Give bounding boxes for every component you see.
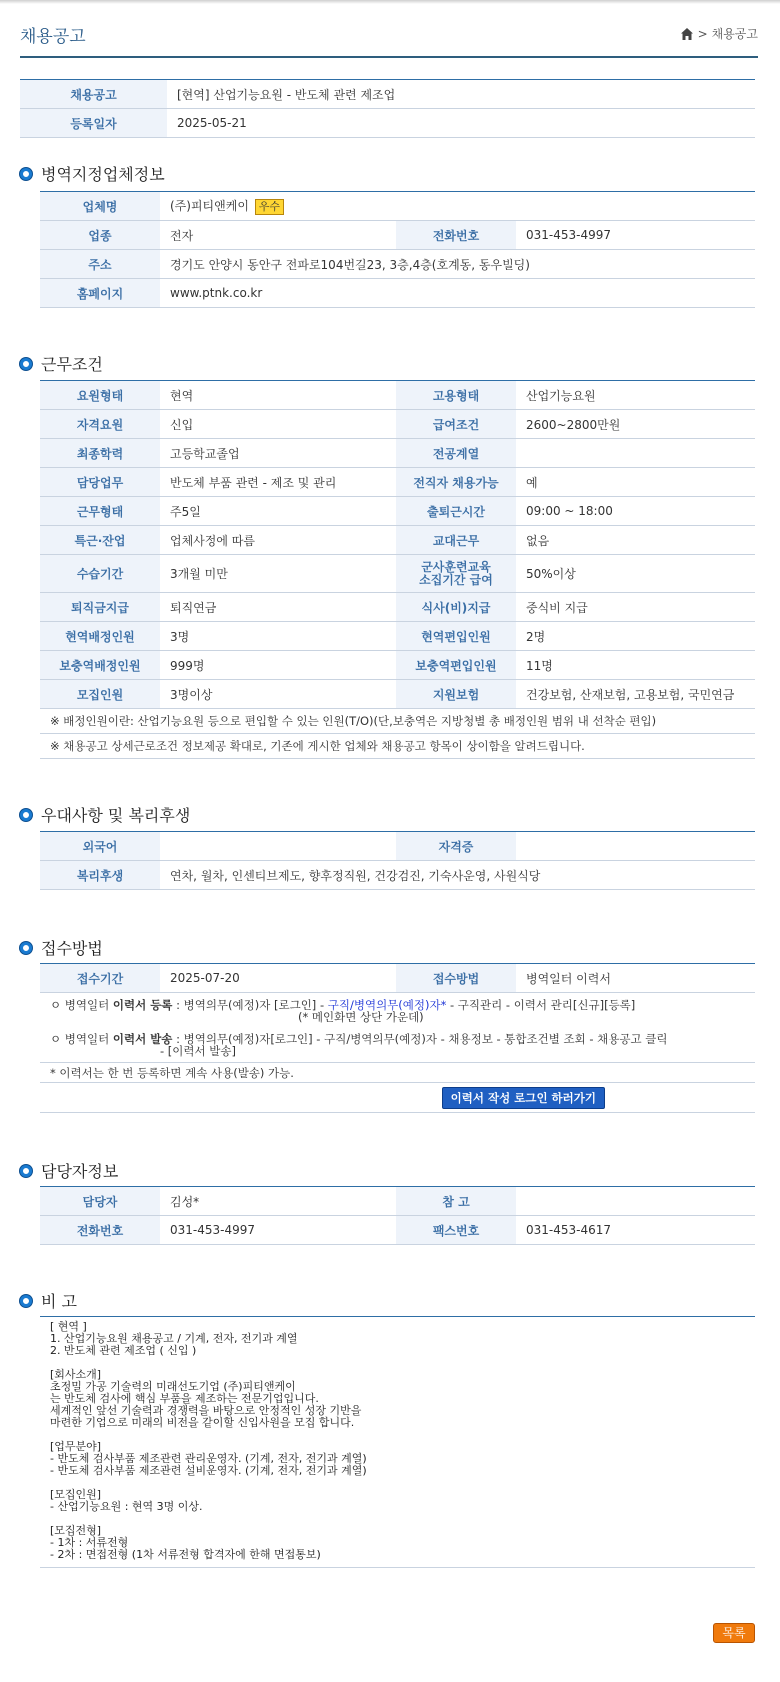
table-row — [40, 1216, 755, 1245]
section-bullet-icon — [20, 1165, 32, 1177]
work-label: 요원형태 — [40, 381, 160, 410]
section-title-apply — [20, 936, 103, 959]
benefits-table — [40, 831, 755, 890]
company-name: (주)피티앤케이 — [170, 199, 249, 213]
table-row — [40, 555, 755, 593]
section-bullet-icon — [20, 1295, 32, 1307]
certificate-value — [516, 832, 755, 861]
work-label: 근무형태 — [40, 497, 160, 526]
apply-steps — [40, 993, 755, 1063]
fax-value: 031-453-4617 — [516, 1216, 755, 1245]
work-label: 최종학력 — [40, 439, 160, 468]
work-value: 3명 — [160, 622, 396, 651]
table-row — [40, 680, 755, 709]
work-label: 현역배정인원 — [40, 622, 160, 651]
table-row — [40, 832, 755, 861]
table-row — [40, 1083, 755, 1113]
work-value — [516, 439, 755, 468]
table-row — [40, 279, 755, 308]
work-value: 50%이상 — [516, 555, 755, 593]
table-row — [40, 651, 755, 680]
company-table — [40, 191, 755, 308]
work-label: 군사훈련교육 소집기간 급여 — [396, 555, 516, 593]
work-value: 11명 — [516, 651, 755, 680]
work-value: 반도체 부품 관련 - 제조 및 관리 — [160, 468, 396, 497]
section-title-remarks — [20, 1289, 77, 1312]
table-row — [20, 109, 755, 138]
work-value: 중식비 지급 — [516, 593, 755, 622]
table-row — [40, 622, 755, 651]
work-label: 교대근무 — [396, 526, 516, 555]
work-value: 없음 — [516, 526, 755, 555]
reference-value — [516, 1187, 755, 1216]
work-value: 주5일 — [160, 497, 396, 526]
work-label: 퇴직금지급 — [40, 593, 160, 622]
method-label: 접수방법 — [396, 964, 516, 993]
work-table — [40, 380, 755, 759]
section-title-text: 병역지정업체정보 — [41, 165, 165, 184]
table-row — [40, 861, 755, 890]
section-title-work — [20, 352, 103, 375]
section-bullet-icon — [20, 358, 32, 370]
work-label: 식사(비)지급 — [396, 593, 516, 622]
table-row — [40, 221, 755, 250]
resume-login-button[interactable]: 이력서 작성 로그인 하러가기 — [442, 1087, 605, 1109]
work-note-1: ※ 배정인원이란: 산업기능요원 등으로 편입할 수 있는 인원(T/O)(단,보충역은 지방청별 총 배정인원 범위 내 선착순 편입) — [40, 709, 755, 734]
table-row — [40, 964, 755, 993]
work-label: 지원보험 — [396, 680, 516, 709]
table-row — [40, 410, 755, 439]
work-value: 3개월 미만 — [160, 555, 396, 593]
industry-value: 전자 — [160, 221, 396, 250]
breadcrumb-separator: > — [697, 26, 708, 41]
work-value: 2600~2800만원 — [516, 410, 755, 439]
company-phone-value: 031-453-4997 — [516, 221, 755, 250]
language-value — [160, 832, 396, 861]
summary-value-date: 2025-05-21 — [167, 109, 755, 138]
table-row — [40, 192, 755, 221]
job-seeker-link[interactable]: 구직/병역의무(예정)자* — [327, 997, 447, 1012]
apply-table — [40, 963, 755, 1113]
page-header — [20, 22, 758, 58]
homepage-label: 홈페이지 — [40, 279, 160, 308]
section-title-text: 근무조건 — [41, 355, 103, 374]
reference-label: 참 고 — [396, 1187, 516, 1216]
work-label: 모집인원 — [40, 680, 160, 709]
work-note-2: ※ 채용공고 상세근로조건 정보제공 확대로, 기존에 게시한 업체와 채용공고 항목이 상이함을 알려드립니다. — [40, 734, 755, 759]
work-label: 자격요원 — [40, 410, 160, 439]
certificate-label: 자격증 — [396, 832, 516, 861]
period-value: 2025-07-20 — [160, 964, 396, 993]
table-row — [40, 734, 755, 759]
step-register-line2: (* 메인화면 상단 가운데) — [298, 1009, 424, 1024]
step-send-line2: - [이력서 발송] — [160, 1043, 236, 1058]
step-send: ㅇ 병역일터 이력서 발송 : 병역의무(예정)자[로그인] - 구직/병역의무(예정)자 - 채용정보 - 통합조건별 조회 - 채용공고 클릭 — [50, 1031, 668, 1046]
top-shadow — [0, 0, 780, 4]
section-bullet-icon — [20, 809, 32, 821]
page-title: 채용공고 — [20, 27, 86, 47]
step-register: ㅇ 병역일터 이력서 등록 : 병역의무(예정)자 [로그인] - 구직/병역의무(예정)자* - 구직관리 - 이력서 관리[신규][등록] — [50, 997, 636, 1012]
summary-label-title: 채용공고 — [20, 80, 167, 109]
table-row — [40, 468, 755, 497]
contact-phone-label: 전화번호 — [40, 1216, 160, 1245]
work-value: 퇴직연금 — [160, 593, 396, 622]
company-name-cell — [160, 192, 755, 221]
work-label: 보충역편입인원 — [396, 651, 516, 680]
work-value: 09:00 ~ 18:00 — [516, 497, 755, 526]
work-label: 보충역배정인원 — [40, 651, 160, 680]
section-bullet-icon — [20, 942, 32, 954]
industry-label: 업종 — [40, 221, 160, 250]
login-button-cell — [40, 1083, 755, 1113]
contact-table — [40, 1186, 755, 1245]
section-title-contact — [20, 1159, 118, 1182]
section-title-text: 비 고 — [41, 1292, 77, 1311]
section-title-company — [20, 162, 165, 185]
language-label: 외국어 — [40, 832, 160, 861]
table-row — [20, 80, 755, 109]
summary-label-date: 등록일자 — [20, 109, 167, 138]
table-row — [40, 709, 755, 734]
work-value: 신입 — [160, 410, 396, 439]
person-value: 김성* — [160, 1187, 396, 1216]
table-row — [40, 497, 755, 526]
contact-phone-value: 031-453-4997 — [160, 1216, 396, 1245]
table-row — [40, 993, 755, 1063]
work-label: 전공계열 — [396, 439, 516, 468]
work-label: 전직자 채용가능 — [396, 468, 516, 497]
work-label: 출퇴근시간 — [396, 497, 516, 526]
summary-value-title: [현역] 산업기능요원 - 반도체 관련 제조업 — [167, 80, 755, 109]
work-label: 급여조건 — [396, 410, 516, 439]
address-value: 경기도 안양시 동안구 전파로104번길23, 3층,4층(호계동, 동우빌딩) — [160, 250, 755, 279]
section-title-text: 담당자정보 — [41, 1162, 119, 1181]
work-value: 산업기능요원 — [516, 381, 755, 410]
work-value: 건강보험, 산재보험, 고용보험, 국민연금 — [516, 680, 755, 709]
address-label: 주소 — [40, 250, 160, 279]
table-row — [40, 593, 755, 622]
person-label: 담당자 — [40, 1187, 160, 1216]
work-label: 고용형태 — [396, 381, 516, 410]
table-row — [40, 381, 755, 410]
table-row — [40, 526, 755, 555]
section-bullet-icon — [20, 168, 32, 180]
breadcrumb-current[interactable]: 채용공고 — [711, 27, 758, 41]
company-phone-label: 전화번호 — [396, 221, 516, 250]
list-button[interactable]: 목록 — [713, 1623, 755, 1643]
work-value: 예 — [516, 468, 755, 497]
work-label: 담당업무 — [40, 468, 160, 497]
company-name-label: 업체명 — [40, 192, 160, 221]
table-row — [40, 439, 755, 468]
work-table-body — [40, 381, 755, 709]
fax-label: 팩스번호 — [396, 1216, 516, 1245]
summary-table — [20, 79, 755, 138]
period-label: 접수기간 — [40, 964, 160, 993]
section-title-benefits — [20, 803, 190, 826]
work-value: 999명 — [160, 651, 396, 680]
work-value: 업체사정에 따름 — [160, 526, 396, 555]
section-title-text: 우대사항 및 복리후생 — [41, 806, 191, 825]
work-label: 특근·잔업 — [40, 526, 160, 555]
remarks-text: [ 현역 ] 1. 산업기능요원 채용공고 / 기계, 전자, 전기과 계열 2. 반도체 관련 제조업 ( 신입 ) [회사소개] 초정밀 가공 기술력의 미래선도기업 (주)피티앤케이 는 반도체 검사에 핵심 부품을 제조하는 전문기업입니다. 세계적인 앞선 기술력과 경쟁력을 바탕으로 안정적인 성장 기반을 마련한 기업으로 미래의 비전을 같이할 신입사원을 모집 합니다. [업무분야] - 반도체 검사부품 제조관련 관리운영자. (기계, 전자, 전기과 계열) - 반도체 검사부품 제조관련 설비운영자. (기계, 전자, 전기과 계열) [모집인원] - 산업기능요원 : 현역 3명 이상. [모집전형] - 1차 : 서류전형 - 2차 : 면접전형 (1차 서류전형 합격자에 한해 면접통보) — [40, 1316, 755, 1568]
work-value: 2명 — [516, 622, 755, 651]
welfare-value: 연차, 월차, 인센티브제도, 향후정직원, 건강검진, 기숙사운영, 사원식당 — [160, 861, 755, 890]
breadcrumb — [680, 25, 758, 42]
excellent-badge: 우수 — [255, 199, 284, 215]
section-title-text: 접수방법 — [41, 939, 103, 958]
work-label: 수습기간 — [40, 555, 160, 593]
table-row — [40, 1063, 755, 1083]
table-row — [40, 250, 755, 279]
work-value: 현역 — [160, 381, 396, 410]
homepage-link[interactable]: www.ptnk.co.kr — [160, 279, 755, 308]
apply-note: * 이력서는 한 번 등록하면 계속 사용(발송) 가능. — [40, 1063, 755, 1083]
welfare-label: 복리후생 — [40, 861, 160, 890]
home-icon[interactable] — [680, 27, 694, 41]
table-row — [40, 1187, 755, 1216]
work-label: 현역편입인원 — [396, 622, 516, 651]
method-value: 병역일터 이력서 — [516, 964, 755, 993]
work-value: 고등학교졸업 — [160, 439, 396, 468]
work-value: 3명이상 — [160, 680, 396, 709]
